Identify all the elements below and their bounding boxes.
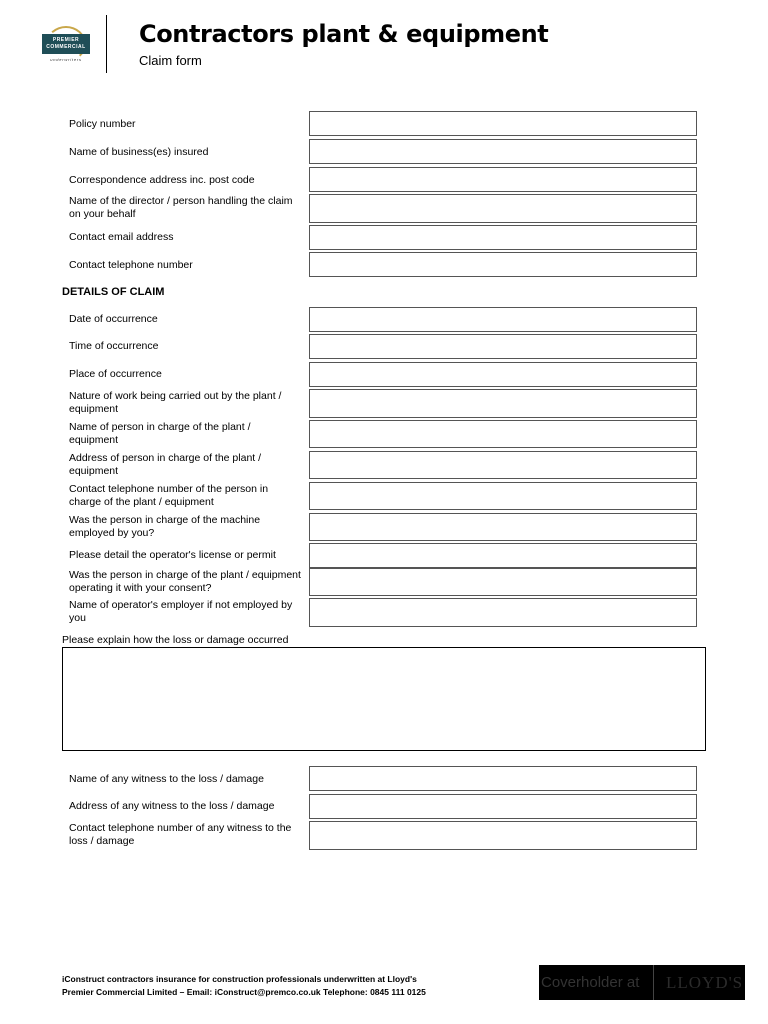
- field-label: Name of person in charge of the plant / equipment: [69, 421, 251, 446]
- email-field[interactable]: [309, 225, 697, 250]
- field-label: Contact telephone number of any witness to the loss / damage: [69, 822, 292, 847]
- section-heading: DETAILS OF CLAIM: [62, 286, 165, 298]
- field-label: Correspondence address inc. post code: [69, 174, 255, 186]
- field-label: Was the person in charge of the machine employed by you?: [69, 514, 261, 539]
- policy-number-field[interactable]: [309, 111, 697, 136]
- person-in-charge-name-field[interactable]: [309, 420, 697, 448]
- nature-of-work-field[interactable]: [309, 389, 697, 418]
- operator-employer-field[interactable]: [309, 598, 697, 627]
- place-field[interactable]: [309, 362, 697, 387]
- field-label: Contact email address: [69, 231, 174, 243]
- footer-line-2: Premier Commercial Limited – Email: iConstruct@premco.co.uk Telephone: 0845 111 0125: [62, 987, 426, 997]
- consent-field[interactable]: [309, 568, 697, 596]
- page-subtitle: Claim form: [139, 53, 202, 68]
- field-label: Place of occurrence: [69, 368, 162, 380]
- footer-line-1: iConstruct contractors insurance for construction professionals underwritten at Lloyd's: [62, 974, 417, 984]
- explain-textarea[interactable]: [62, 647, 706, 751]
- field-label: Name of the director / person handling the claim on your behalf: [69, 195, 293, 220]
- person-in-charge-phone-field[interactable]: [309, 482, 697, 510]
- field-label: Date of occurrence: [69, 313, 158, 325]
- logo-text-line1: PREMIER: [52, 37, 80, 43]
- field-label: Name of any witness to the loss / damage: [69, 773, 264, 785]
- director-name-field[interactable]: [309, 194, 697, 223]
- operator-license-field[interactable]: [309, 543, 697, 568]
- header-divider: [106, 15, 107, 73]
- date-field[interactable]: [309, 307, 697, 332]
- field-label: Nature of work being carried out by the plant / equipment: [69, 390, 282, 415]
- explain-label: Please explain how the loss or damage occurred: [62, 634, 289, 646]
- coverholder-text: Coverholder at: [541, 974, 640, 991]
- field-label: Address of person in charge of the plant / equipment: [69, 452, 262, 477]
- field-label: Name of operator's employer if not employed by you: [69, 599, 293, 624]
- employed-by-you-field[interactable]: [309, 513, 697, 541]
- field-label: Was the person in charge of the plant / equipment operating it with your consent?: [69, 569, 301, 594]
- witness-phone-field[interactable]: [309, 821, 697, 850]
- person-in-charge-address-field[interactable]: [309, 451, 697, 479]
- field-label: Name of business(es) insured: [69, 146, 209, 158]
- witness-address-field[interactable]: [309, 794, 697, 819]
- footer-text: [62, 973, 426, 999]
- time-field[interactable]: [309, 334, 697, 359]
- business-name-field[interactable]: [309, 139, 697, 164]
- field-label: Contact telephone number of the person in charge of the plant / equipment: [69, 483, 269, 508]
- field-label: Time of occurrence: [69, 340, 159, 352]
- page-title: Contractors plant & equipment: [139, 20, 549, 48]
- premier-commercial-logo: [42, 26, 90, 68]
- correspondence-address-field[interactable]: [309, 167, 697, 192]
- telephone-field[interactable]: [309, 252, 697, 277]
- field-label: Address of any witness to the loss / damage: [69, 800, 275, 812]
- logo-band: [42, 34, 90, 54]
- field-label: Contact telephone number: [69, 259, 193, 271]
- logo-subtext: underwriters: [50, 57, 82, 62]
- lloyds-brand-text: LLOYD'S: [666, 972, 744, 992]
- field-label: Policy number: [69, 118, 136, 130]
- witness-name-field[interactable]: [309, 766, 697, 791]
- logo-text-line2: COMMERCIAL: [46, 44, 86, 50]
- field-label: Please detail the operator's license or permit: [69, 549, 276, 561]
- lloyds-coverholder-badge: [539, 965, 745, 1000]
